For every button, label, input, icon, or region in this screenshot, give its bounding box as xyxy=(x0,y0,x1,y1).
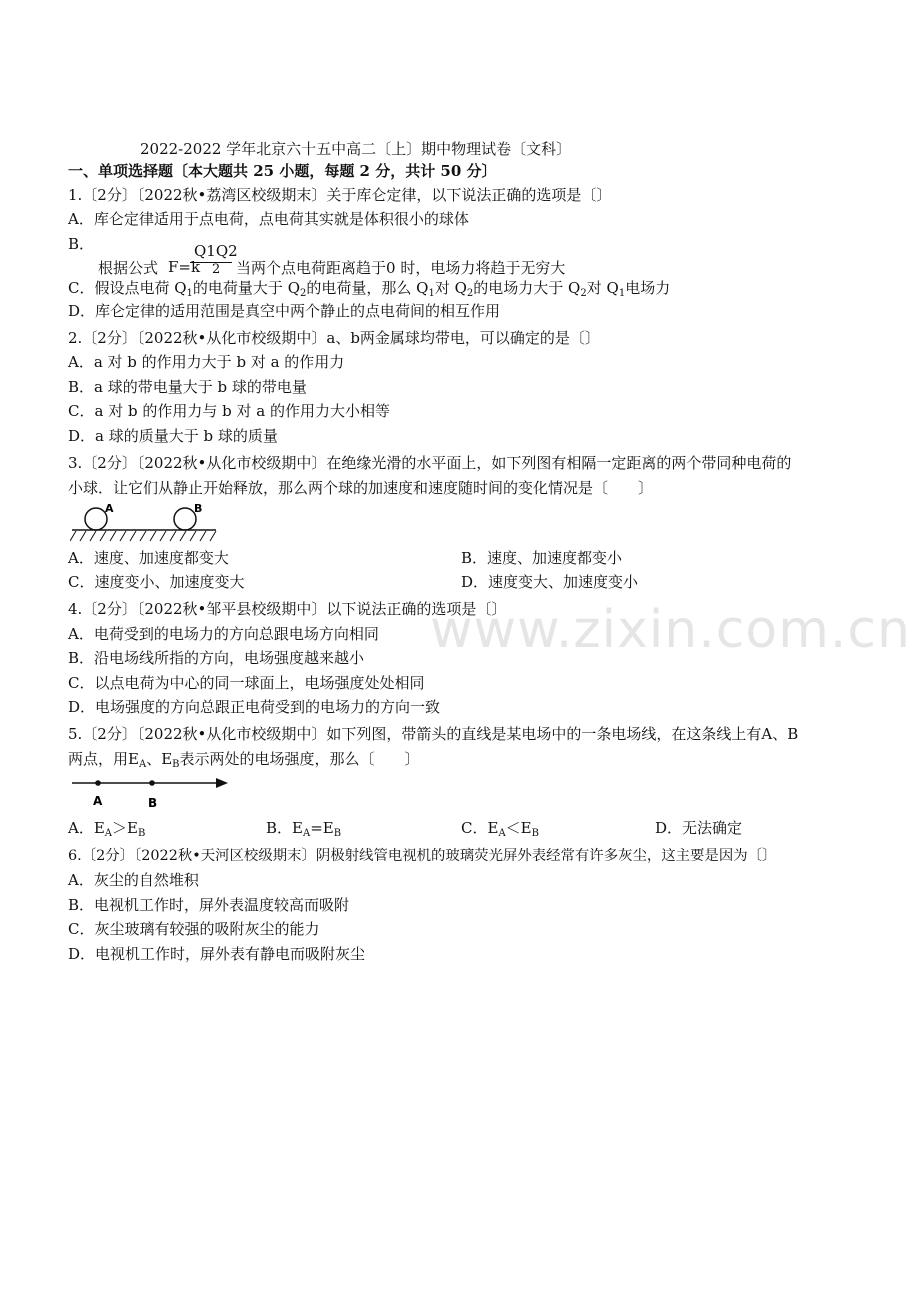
q2-option-a: A．a 对 b 的作用力大于 b 对 a 的作用力 xyxy=(68,353,345,371)
q5-stem-line1: 5.〔2分〕〔2022秋•从化市校级期中〕如下列图，带箭头的直线是某电场中的一条电场线，在这条线上有A、B xyxy=(68,725,799,743)
q5-stem-sub: B xyxy=(172,759,180,770)
q5-b-sub: A xyxy=(302,828,311,839)
q6-option-c: C．灰尘玻璃有较强的吸附灰尘的能力 xyxy=(68,920,320,938)
q1-option-c xyxy=(68,278,670,301)
q5-option-d: D．无法确定 xyxy=(655,819,743,837)
q1-c-part: 的电荷量，那么 Q xyxy=(306,279,429,297)
q1-option-b-post: 当两个点电荷距离趋于0 时，电场力将趋于无穷大 xyxy=(236,259,566,277)
q2-option-b: B．a 球的带电量大于 b 球的带电量 xyxy=(68,378,307,396)
q1-c-part: 的电荷量大于 Q xyxy=(192,279,300,297)
q5-b-sub: B xyxy=(333,828,342,839)
fraction-bar xyxy=(190,262,232,263)
ball-b xyxy=(174,508,196,530)
q1-stem: 1.〔2分〕〔2022秋•荔湾区校级期末〕关于库仑定律，以下说法正确的选项是〔〕 xyxy=(68,186,612,204)
q5-a-sub: B xyxy=(137,828,146,839)
q5-stem-part: 表示两处的电场强度，那么〔 〕 xyxy=(179,750,420,768)
q5-c-sub: B xyxy=(531,828,539,839)
q1-option-b-label: B． xyxy=(68,235,95,253)
formula-fk: F=k xyxy=(168,258,201,276)
two-balls-figure xyxy=(70,500,220,546)
q1-option-b-pre: 根据公式 xyxy=(98,259,159,277)
section-heading: 一、单项选择题〔本大题共 25 小题，每题 2 分，共计 50 分〕 xyxy=(68,162,497,180)
q6-stem: 6.〔2分〕〔2022秋•天河区校级期末〕阴极射线管电视机的玻璃荧光屏外表经常有许多灰尘，这主要是因为〔〕 xyxy=(68,848,777,864)
q1-c-sub: 1 xyxy=(618,288,626,299)
point-b xyxy=(149,780,155,786)
q3-stem-line1: 3.〔2分〕〔2022秋•从化市校级期中〕在绝缘光滑的水平面上，如下列图有相隔一定距离的两个带同种电荷的 xyxy=(68,454,792,472)
q5-b-part: B．E xyxy=(266,819,303,837)
q5-stem-part: 两点，用E xyxy=(68,750,139,768)
q5-stem-line2 xyxy=(68,749,420,772)
q5-option-a xyxy=(68,818,145,841)
field-line-figure xyxy=(70,774,230,812)
ball-b-label: B xyxy=(194,502,203,515)
q1-c-part: C．假设点电荷 Q xyxy=(68,279,187,297)
ball-a-label: A xyxy=(105,502,114,515)
q1-c-sub: 1 xyxy=(186,288,193,299)
point-a-label: A xyxy=(93,794,103,808)
q1-c-part: 对 Q xyxy=(586,279,619,297)
q6-option-a: A．灰尘的自然堆积 xyxy=(68,871,199,889)
coulomb-formula xyxy=(168,242,236,282)
q5-stem-sub: A xyxy=(138,759,147,770)
field-arrow-head xyxy=(216,778,228,788)
q4-option-a: A．电荷受到的电场力的方向总跟电场方向相同 xyxy=(68,625,379,643)
q1-c-sub: 2 xyxy=(580,288,587,299)
q1-c-sub: 1 xyxy=(428,288,435,299)
q5-c-sub: A xyxy=(498,828,506,839)
q1-c-part: 对 Q xyxy=(434,279,467,297)
q6-option-d: D．电视机工作时，屏外表有静电而吸附灰尘 xyxy=(68,945,366,963)
q2-option-d: D．a 球的质量大于 b 球的质量 xyxy=(68,427,278,445)
q5-b-part: =E xyxy=(310,819,334,837)
q1-c-sub: 2 xyxy=(300,288,307,299)
ground-hatching xyxy=(70,531,216,541)
q5-c-part: ＜E xyxy=(505,819,532,837)
q1-c-sub: 2 xyxy=(466,288,474,299)
q1-c-part: 电场力 xyxy=(625,279,671,297)
q5-option-c xyxy=(461,818,539,841)
q2-stem: 2.〔2分〕〔2022秋•从化市校级期中〕a、b两金属球均带电，可以确定的是〔〕 xyxy=(68,329,600,347)
q5-stem-part: 、E xyxy=(146,750,173,768)
point-a xyxy=(95,780,101,786)
q5-c-part: C．E xyxy=(461,819,499,837)
q1-c-part: 的电场力大于 Q xyxy=(473,279,581,297)
ball-a xyxy=(85,508,107,530)
watermark: www.zixin.com.cn xyxy=(430,600,911,660)
formula-denominator: 2 xyxy=(212,262,221,277)
q3-option-c: C．速度变小、加速度变大 xyxy=(68,573,245,591)
q4-option-b: B．沿电场线所指的方向，电场强度越来越小 xyxy=(68,649,365,667)
q1-option-d: D．库仑定律的适用范围是真空中两个静止的点电荷间的相互作用 xyxy=(68,302,501,320)
q3-option-b: B．速度、加速度都变小 xyxy=(461,549,623,567)
exam-title: 2022-2022 学年北京六十五中高二〔上〕期中物理试卷〔文科〕 xyxy=(140,140,572,158)
q2-option-c: C．a 对 b 的作用力与 b 对 a 的作用力大小相等 xyxy=(68,402,390,420)
q4-option-d: D．电场强度的方向总跟正电荷受到的电场力的方向一致 xyxy=(68,698,441,716)
q5-a-part: ＞E xyxy=(112,819,138,837)
q1-option-a: A．库仑定律适用于点电荷，点电荷其实就是体积很小的球体 xyxy=(68,210,469,228)
q4-stem: 4.〔2分〕〔2022秋•邹平县校级期中〕以下说法正确的选项是〔〕 xyxy=(68,600,507,618)
q3-option-a: A．速度、加速度都变大 xyxy=(68,549,229,567)
q6-option-b: B．电视机工作时，屏外表温度较高而吸附 xyxy=(68,896,350,914)
q5-a-sub: A xyxy=(104,828,113,839)
formula-numerator: Q1Q2 xyxy=(194,242,238,260)
point-b-label: B xyxy=(148,796,158,810)
q5-option-b xyxy=(266,818,341,841)
q3-stem-line2: 小球．让它们从静止开始释放，那么两个球的加速度和速度随时间的变化情况是〔 〕 xyxy=(68,479,654,497)
q4-option-c: C．以点电荷为中心的同一球面上，电场强度处处相同 xyxy=(68,674,425,692)
q3-option-d: D．速度变大、加速度变小 xyxy=(461,573,639,591)
q5-a-part: A．E xyxy=(68,819,105,837)
